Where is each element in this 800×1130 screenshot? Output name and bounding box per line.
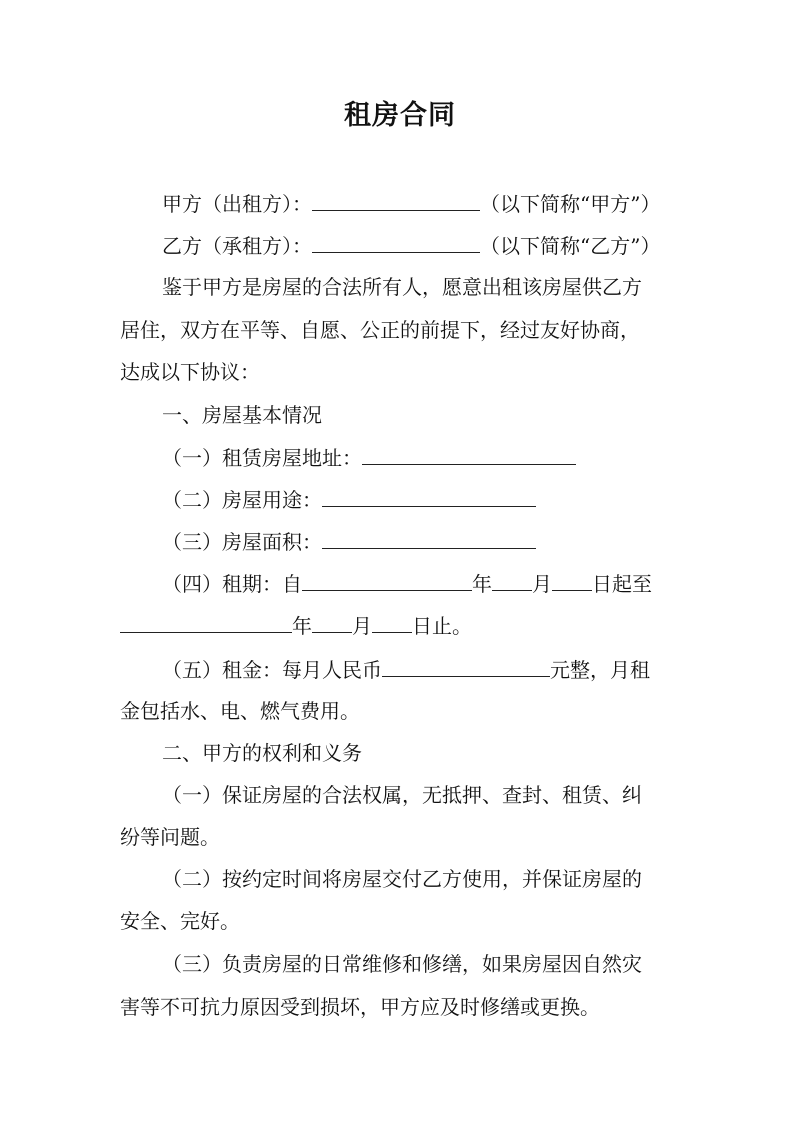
paragraph-line	[120, 906, 690, 936]
fill-in-blank[interactable]	[120, 610, 292, 633]
fill-in-blank[interactable]	[312, 230, 480, 253]
line-text: （一）保证房屋的合法权属，无抵押、查封、租赁、纠	[162, 783, 642, 807]
fill-in-blank[interactable]	[312, 188, 480, 211]
line-text: 甲方（出租方）：	[162, 192, 312, 216]
line-text: 安全、完好。	[120, 909, 240, 933]
line-text: 二、甲方的权利和义务	[162, 741, 362, 765]
paragraph-line	[162, 568, 732, 599]
line-text: 日起至	[592, 572, 652, 596]
paragraph-line	[162, 188, 732, 219]
line-text: 达成以下协议：	[120, 360, 260, 384]
line-text: （四）租期：自	[162, 572, 302, 596]
line-text: （以下简称“乙方”）	[480, 234, 661, 258]
fill-in-blank[interactable]	[552, 568, 592, 591]
line-text: 月	[532, 572, 552, 596]
line-text: 金包括水、电、燃气费用。	[120, 699, 360, 723]
fill-in-blank[interactable]	[492, 568, 532, 591]
line-text: 元整，月租	[550, 658, 650, 682]
line-text: （一）租赁房屋地址：	[162, 446, 362, 470]
paragraph-line	[162, 864, 732, 894]
fill-in-blank[interactable]	[382, 654, 550, 677]
paragraph-line	[120, 696, 690, 726]
fill-in-blank[interactable]	[372, 610, 412, 633]
line-text: （二）房屋用途：	[162, 488, 322, 512]
fill-in-blank[interactable]	[362, 442, 576, 465]
paragraph-line	[162, 230, 732, 261]
paragraph-line	[120, 992, 690, 1022]
line-text: 日止。	[412, 614, 472, 638]
paragraph-line	[162, 484, 732, 515]
line-text: 年	[472, 572, 492, 596]
line-text: 居住，双方在平等、自愿、公正的前提下，经过友好协商，	[120, 318, 640, 342]
paragraph-line	[162, 272, 732, 302]
fill-in-blank[interactable]	[322, 526, 536, 549]
paragraph-line	[162, 400, 732, 430]
line-text: 一、房屋基本情况	[162, 403, 322, 427]
document-title: 租房合同	[344, 100, 456, 131]
fill-in-blank[interactable]	[322, 484, 536, 507]
line-text: 纷等问题。	[120, 825, 220, 849]
paragraph-line	[120, 315, 690, 345]
line-text: （三）负责房屋的日常维修和修缮，如果房屋因自然灾	[162, 952, 642, 976]
paragraph-line	[162, 526, 732, 557]
line-text: 鉴于甲方是房屋的合法所有人，愿意出租该房屋供乙方	[162, 275, 642, 299]
fill-in-blank[interactable]	[302, 568, 472, 591]
paragraph-line	[162, 738, 732, 768]
line-text: 月	[352, 614, 372, 638]
fill-in-blank[interactable]	[312, 610, 352, 633]
paragraph-line	[162, 949, 732, 979]
line-text: （五）租金：每月人民币	[162, 658, 382, 682]
paragraph-line	[162, 442, 732, 473]
paragraph-line	[120, 822, 690, 852]
line-text: （以下简称“甲方”）	[480, 192, 661, 216]
line-text: 害等不可抗力原因受到损坏，甲方应及时修缮或更换。	[120, 995, 600, 1019]
line-text: 乙方（承租方）：	[162, 234, 312, 258]
line-text: （二）按约定时间将房屋交付乙方使用，并保证房屋的	[162, 867, 642, 891]
line-text: （三）房屋面积：	[162, 530, 322, 554]
paragraph-line	[120, 610, 690, 641]
paragraph-line	[162, 780, 732, 810]
line-text: 年	[292, 614, 312, 638]
paragraph-line	[120, 357, 690, 387]
paragraph-line	[162, 654, 732, 685]
